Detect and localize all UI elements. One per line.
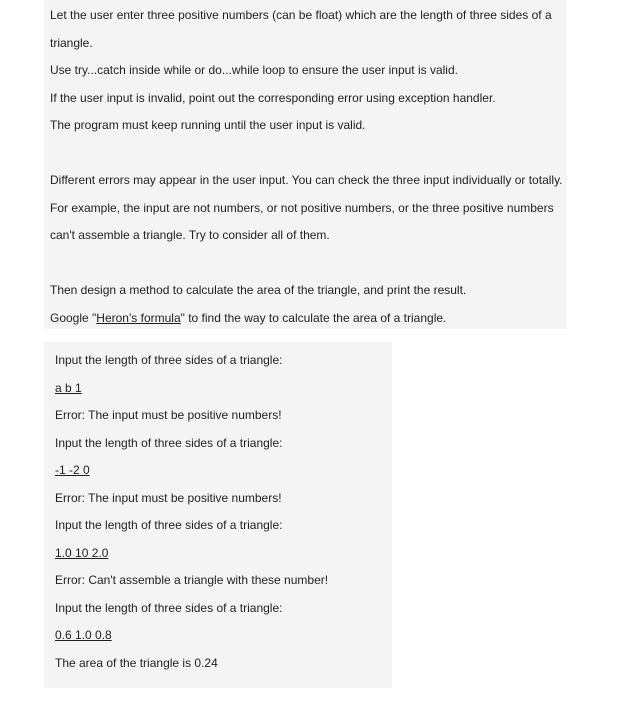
instruction-line: For example, the input are not numbers, or not positive numbers, or the three positive numbers	[50, 201, 554, 215]
user-input-line: 1.0 10 2.0	[55, 546, 109, 560]
google-suffix: " to find the way to calculate the area of a triangle.	[180, 311, 447, 325]
user-input-line: -1 -2 0	[55, 463, 90, 477]
user-input-line: a b 1	[55, 381, 82, 395]
google-instruction-line	[50, 310, 446, 326]
instruction-line: If the user input is invalid, point out the corresponding error using exception handler.	[50, 91, 496, 105]
herons-formula-link[interactable]: Heron's formula	[96, 311, 181, 325]
prompt-line: Input the length of three sides of a triangle:	[55, 601, 283, 615]
instruction-line: Let the user enter three positive numbers (can be float) which are the length of three sides of a	[50, 8, 552, 22]
error-line: Error: The input must be positive numbers!	[55, 408, 282, 422]
instruction-line: Different errors may appear in the user input. You can check the three input individually or totally.	[50, 173, 563, 187]
instruction-line: triangle.	[50, 36, 93, 50]
prompt-line: Input the length of three sides of a triangle:	[55, 518, 283, 532]
instruction-line: can't assemble a triangle. Try to consider all of them.	[50, 228, 330, 242]
user-input-line: 0.6 1.0 0.8	[55, 628, 112, 642]
prompt-line: Input the length of three sides of a triangle:	[55, 353, 283, 367]
instructions-block	[44, 0, 567, 329]
example-output-block	[44, 342, 392, 688]
google-prefix: Google "	[50, 311, 97, 325]
prompt-line: Input the length of three sides of a triangle:	[55, 436, 283, 450]
error-line: Error: The input must be positive numbers!	[55, 491, 282, 505]
result-line: The area of the triangle is 0.24	[55, 656, 218, 670]
instruction-line: Use try...catch inside while or do...while loop to ensure the user input is valid.	[50, 63, 458, 77]
error-line: Error: Can't assemble a triangle with these number!	[55, 573, 329, 587]
instruction-line: Then design a method to calculate the area of the triangle, and print the result.	[50, 283, 467, 297]
instruction-line: The program must keep running until the user input is valid.	[50, 118, 366, 132]
